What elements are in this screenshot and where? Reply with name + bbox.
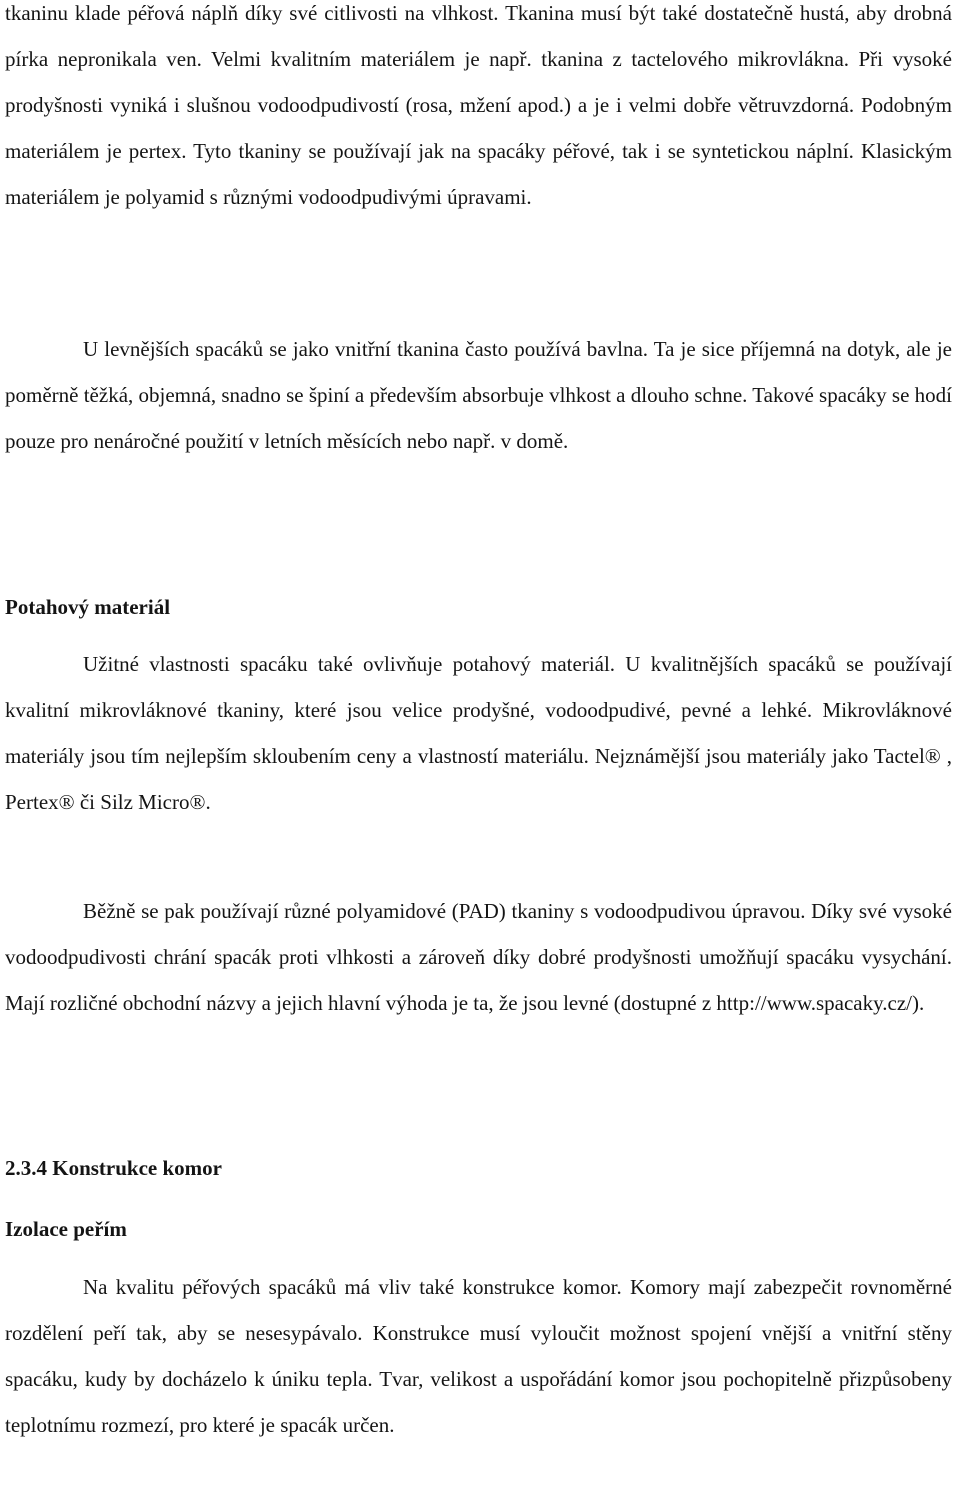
paragraph-cover-material: Užitné vlastnosti spacáku také ovlivňuje potahový materiál. U kvalitnějších spacáků se používají kvalitní mikrovláknové tkaniny, které jsou velice prodyšné, vodoodpudivé, pevné a lehké. Mikrovláknové materiály jsou tím nejlepším skloubením ceny a vlastností materiálu. Nejznámější jsou materiály jako Tactel® , Pertex® či Silz Micro®.: [5, 652, 952, 814]
section-heading-chamber-construction: 2.3.4 Konstrukce komor: [5, 1156, 222, 1180]
paragraph-chamber-construction: Na kvalitu péřových spacáků má vliv také konstrukce komor. Komory mají zabezpečit rovnoměrné rozdělení peří tak, aby se nesesypávalo. Konstrukce musí vyloučit možnost spojení vnější a vnitřní stěny spacáku, kudy by docházelo k úniku tepla. Tvar, velikost a uspořádání komor jsou pochopitelně přizpůsobeny teplotnímu rozmezí, pro které je spacák určen.: [5, 1275, 952, 1437]
paragraph-polyamide: Běžně se pak používají různé polyamidové (PAD) tkaniny s vodoodpudivou úpravou. Díky své vysoké vodoodpudivosti chrání spacák proti vlhkosti a zároveň díky dobré prodyšnosti umožňují spacáku vysychání. Mají rozličné obchodní názvy a jejich hlavní výhoda je ta, že jsou levné (dostupné z http://www.spacaky.cz/).: [5, 899, 952, 1015]
heading-cover-material: Potahový materiál: [5, 595, 171, 619]
heading-down-insulation: Izolace peřím: [5, 1217, 127, 1241]
paragraph-cotton-lining: U levnějších spacáků se jako vnitřní tkanina často používá bavlna. Ta je sice příjemná na dotyk, ale je poměrně těžká, objemná, snadno se špiní a především absorbuje vlhkost a dlouho schne. Takové spacáky se hodí pouze pro nenáročné použití v letních měsících nebo např. v domě.: [5, 337, 952, 453]
paragraph-down-fill-fabric: tkaninu klade péřová náplň díky své citlivosti na vlhkost. Tkanina musí být také dostatečně hustá, aby drobná pírka nepronikala ven. Velmi kvalitním materiálem je např. tkanina z tactelového mikrovlákna. Při vysoké prodyšnosti vyniká i slušnou vodoodpudivostí (rosa, mžení apod.) a je i velmi dobře větruvzdorná. Podobným materiálem je pertex. Tyto tkaniny se používají jak na spacáky péřové, tak i se syntetickou náplní. Klasickým materiálem je polyamid s různými vodoodpudivými úpravami.: [5, 1, 952, 209]
